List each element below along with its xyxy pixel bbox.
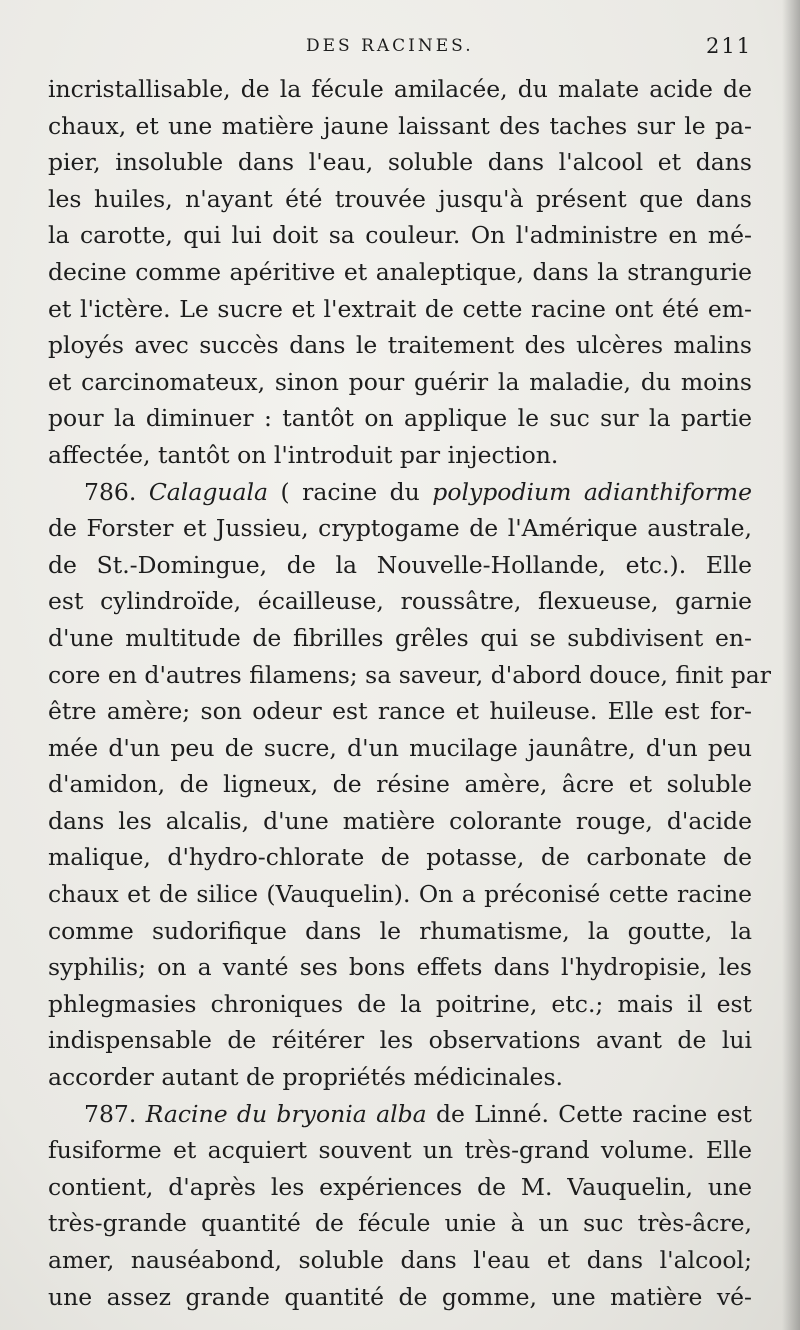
text-line: pour la diminuer : tantôt on applique le suc sur la partie [48,404,752,433]
text-line: une assez grande quantité de gomme, une matière vé- [48,1282,752,1311]
text-line: phlegmasies chroniques de la poitrine, etc.; mais il est [48,989,752,1018]
text-line: incristallisable, de la fécule amilacée, du malate acide de [48,75,752,103]
text-line: decine comme apéritive et analeptique, dans la strangurie [48,257,752,286]
text-line: core en d'autres filamens; sa saveur, d'abord douce, finit par [48,660,772,689]
text-line: amer, nauséabond, soluble dans l'eau et dans l'alcool; [48,1246,752,1274]
heading-text: de Linné. Cette racine est [426,1099,752,1128]
text-line: accorder autant de propriétés médicinales. [48,1063,563,1092]
paragraph-number: 787. [84,1099,137,1128]
paragraph-786-heading [48,474,752,511]
text-line: d'amidon, de ligneux, de résine amère, âcre et soluble [48,770,752,799]
term-polypodium: polypodium adianthiforme [432,477,752,506]
page-number: 211 [706,34,753,58]
term-bryonia: Racine du bryonia alba [145,1099,427,1128]
text-line: la carotte, qui lui doit sa couleur. On l'administre en mé- [48,221,752,250]
page-header [0,36,800,64]
paragraph-787-heading [48,1096,752,1133]
text-line: affectée, tantôt on l'introduit par injection. [48,440,559,469]
text-line: mée d'un peu de sucre, d'un mucilage jaunâtre, d'un peu [48,733,752,762]
text-line: d'une multitude de fibrilles grêles qui se subdivisent en- [48,623,752,652]
text-line: être amère; son odeur est rance et huileuse. Elle est for- [48,697,752,726]
page-edge-shadow [782,0,800,1330]
running-head: DES RACINES. [306,36,474,56]
text-line: comme sudorifique dans le rhumatisme, la goutte, la [48,916,752,945]
heading-text: ( racine du [268,477,433,506]
text-line: syphilis; on a vanté ses bons effets dans l'hydropisie, les [48,953,752,982]
text-line: ployés avec succès dans le traitement des ulcères malins [48,331,752,360]
text-line: chaux, et une matière jaune laissant des taches sur le pa- [48,111,752,140]
text-line: et l'ictère. Le sucre et l'extrait de cette racine ont été em- [48,294,752,323]
text-line: chaux et de silice (Vauquelin). On a préconisé cette racine [48,880,752,909]
text-line: est cylindroïde, écailleuse, roussâtre, flexueuse, garnie [48,587,752,616]
text-line: de St.-Domingue, de la Nouvelle-Hollande, etc.). Elle [48,550,752,579]
text-line: très-grande quantité de fécule unie à un suc très-âcre, [48,1209,752,1238]
paragraph-number: 786. [84,477,137,506]
text-line: les huiles, n'ayant été trouvée jusqu'à présent que dans [48,184,752,213]
body-text [48,71,772,1315]
text-line: malique, d'hydro-chlorate de potasse, de carbonate de [48,843,752,872]
text-line: fusiforme et acquiert souvent un très-grand volume. Elle [48,1136,752,1165]
text-line: de Forster et Jussieu, cryptogame de l'Amérique australe, [48,514,752,543]
text-line: pier, insoluble dans l'eau, soluble dans l'alcool et dans [48,148,752,177]
term-calaguala: Calaguala [148,477,269,506]
text-line: indispensable de réitérer les observations avant de lui [48,1026,752,1055]
text-line: dans les alcalis, d'une matière colorante rouge, d'acide [48,806,752,835]
text-line: contient, d'après les expériences de M. Vauquelin, une [48,1172,752,1201]
text-line: et carcinomateux, sinon pour guérir la maladie, du moins [48,367,752,396]
